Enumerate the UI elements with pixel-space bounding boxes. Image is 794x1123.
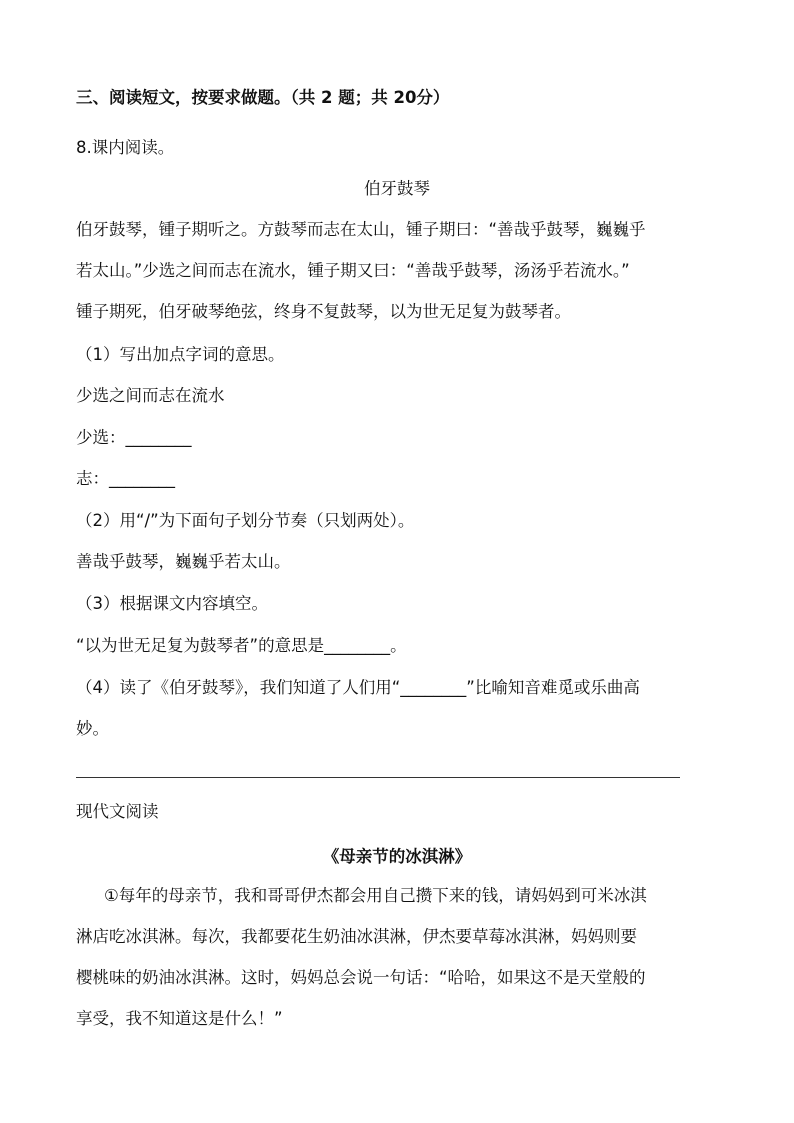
sub-question-4-line-2: 妙。 bbox=[76, 719, 109, 738]
passage-line-2: 若太山。”少选之间而志在流水，锺子期又曰：“善哉乎鼓琴，汤汤乎若流水。” bbox=[76, 261, 630, 280]
section-divider bbox=[76, 777, 680, 778]
sub-question-1-sentence: 少选之间而志在流水 bbox=[76, 386, 225, 405]
modern-reading-title: 《母亲节的冰淇淋》 bbox=[322, 847, 472, 866]
paragraph-1-line-4: 享受，我不知道这是什么！” bbox=[76, 1009, 283, 1028]
passage-title: 伯牙鼓琴 bbox=[364, 179, 430, 198]
sub-question-3-line: “以为世无足复为鼓琴者”的意思是________。 bbox=[76, 636, 407, 655]
sub-question-2: （2）用“/”为下面句子划分节奏（只划两处）。 bbox=[76, 511, 415, 530]
modern-reading-label: 现代文阅读 bbox=[76, 802, 159, 821]
paragraph-1-line-2: 淋店吃冰淇淋。每次，我都要花生奶油冰淇淋，伊杰要草莓冰淇淋，妈妈则要 bbox=[76, 927, 637, 946]
sub-question-1: （1）写出加点字词的意思。 bbox=[76, 345, 285, 364]
paragraph-1-text: 每年的母亲节，我和哥哥伊杰都会用自己攒下来的钱，请妈妈到可米冰淇 bbox=[118, 886, 647, 905]
paragraph-number: ① bbox=[104, 886, 119, 905]
question-8-label: 8.课内阅读。 bbox=[76, 138, 175, 157]
paragraph-1-line-3: 樱桃味的奶油冰淇淋。这时，妈妈总会说一句话：“哈哈，如果这不是天堂般的 bbox=[76, 968, 646, 987]
sub-question-1-blank-2: 志：________ bbox=[76, 469, 175, 488]
passage-line-1: 伯牙鼓琴，锺子期听之。方鼓琴而志在太山，锺子期曰：“善哉乎鼓琴，巍巍乎 bbox=[76, 220, 646, 239]
passage-line-3: 锺子期死，伯牙破琴绝弦，终身不复鼓琴，以为世无足复为鼓琴者。 bbox=[76, 302, 571, 321]
section-heading: 三、阅读短文，按要求做题。（共 2 题；共 20分） bbox=[76, 88, 450, 107]
sub-question-2-sentence: 善哉乎鼓琴，巍巍乎若太山。 bbox=[76, 552, 291, 571]
paragraph-1-line-1 bbox=[76, 884, 647, 908]
sub-question-1-blank-1: 少选：________ bbox=[76, 428, 192, 447]
sub-question-3: （3）根据课文内容填空。 bbox=[76, 594, 268, 613]
sub-question-4-line-1: （4）读了《伯牙鼓琴》，我们知道了人们用“________”比喻知音难觅或乐曲高 bbox=[76, 678, 640, 697]
